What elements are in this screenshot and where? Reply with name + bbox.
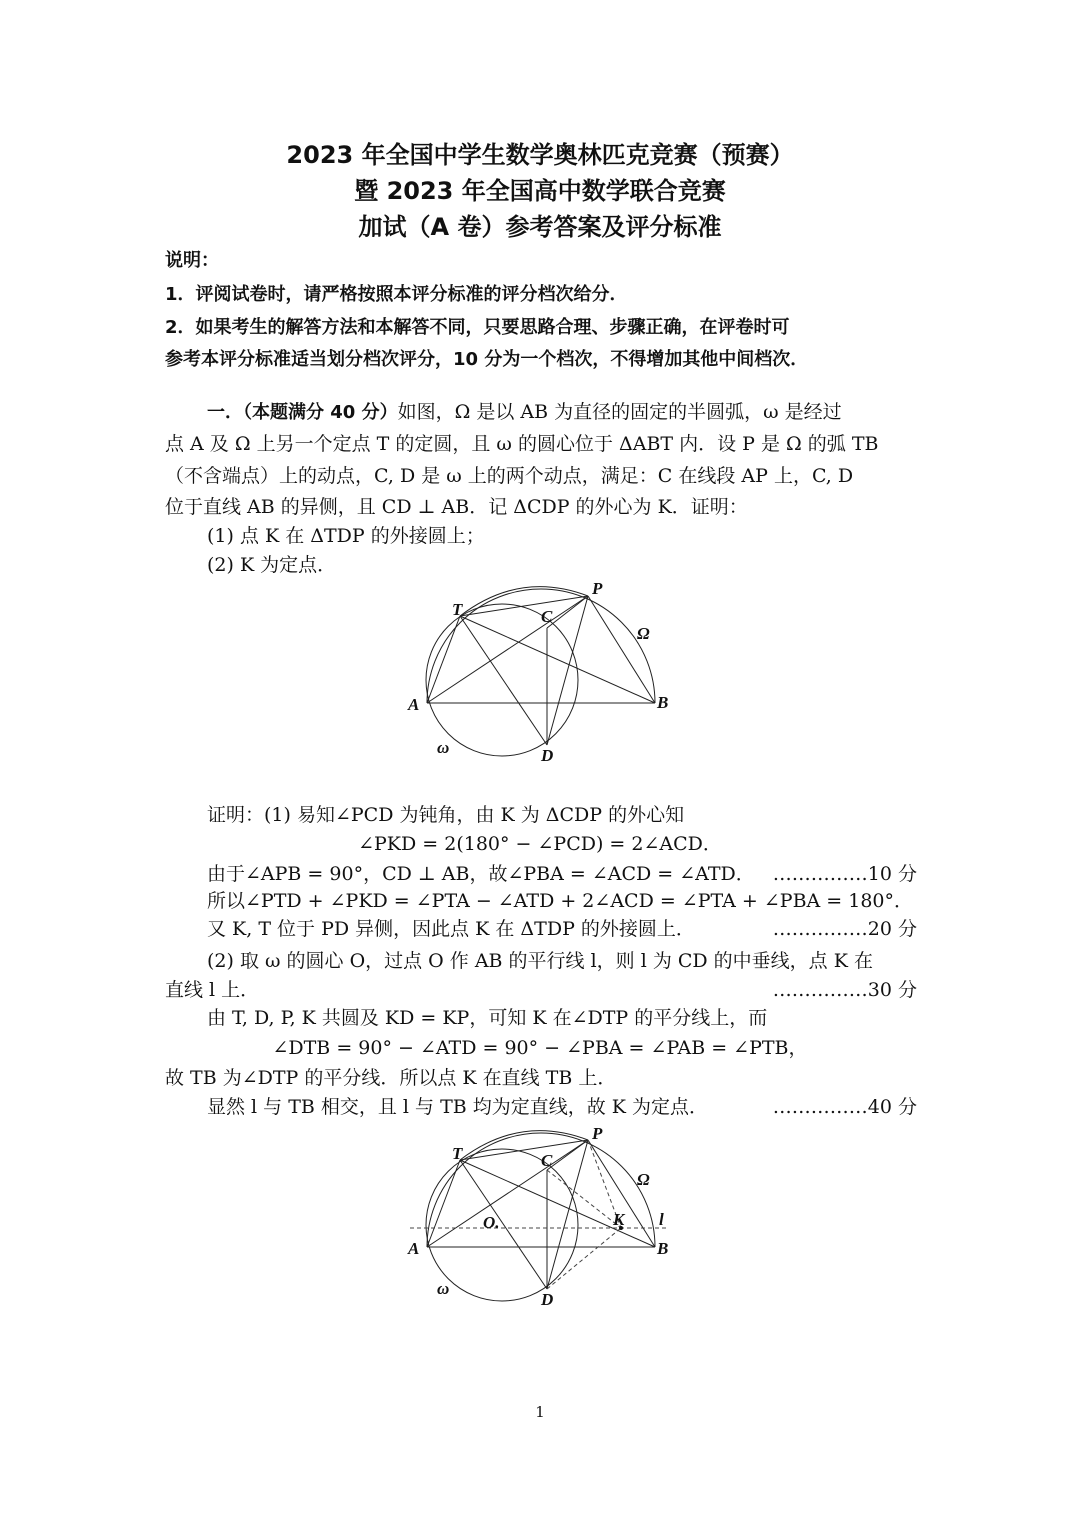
- score-30: ……………30 分: [772, 979, 917, 1001]
- label-omega: ω: [437, 738, 450, 757]
- score-20: ……………20 分: [772, 918, 917, 940]
- title-line-3: 加试（A 卷）参考答案及评分标准: [358, 213, 722, 241]
- problem-line-2: 点 A 及 Ω 上另一个定点 T 的定圆，且 ω 的圆心位于 ΔABT 内．设 P 是 Ω 的弧 TB: [165, 433, 879, 455]
- segment-CK-dashed: [547, 1170, 621, 1228]
- label-D: D: [541, 746, 554, 765]
- note-item-2-line-2: 参考本评分标准适当划分档次评分，10 分为一个档次，不得增加其他中间档次．: [165, 349, 809, 370]
- label-B: B: [657, 693, 669, 712]
- proof-line-10: 故 TB 为∠DTP 的平分线．所以点 K 在直线 TB 上．: [165, 1067, 617, 1089]
- note-item-1: 1．评阅试卷时，请严格按照本评分标准的评分档次给分．: [165, 284, 628, 305]
- problem-part-2: (2) K 为定点．: [207, 554, 337, 576]
- segment-DK-dashed: [547, 1228, 621, 1289]
- proof-line-11: 显然 l 与 TB 相交，且 l 与 TB 均为定直线，故 K 为定点．: [207, 1096, 709, 1118]
- proof-line-7: 直线 l 上．: [165, 979, 260, 1001]
- score-10: ……………10 分: [772, 863, 917, 885]
- title-line-1: 2023 年全国中学生数学奥林匹克竞赛（预赛）: [286, 141, 794, 169]
- label-Omega: Ω: [637, 624, 650, 643]
- notes-heading: 说明：: [165, 250, 219, 271]
- label-K-2: K: [613, 1210, 625, 1229]
- label-P: P: [592, 579, 603, 598]
- proof-line-1: 证明：(1) 易知∠PCD 为钝角，由 K 为 ΔCDP 的外心知: [207, 804, 685, 826]
- label-P-2: P: [592, 1124, 603, 1143]
- arc-TP-2: [460, 1131, 588, 1160]
- page-number: 1: [535, 1403, 545, 1421]
- label-B-2: B: [657, 1239, 669, 1258]
- score-40: ……………40 分: [772, 1096, 917, 1118]
- label-T-2: T: [452, 1144, 463, 1163]
- label-A: A: [408, 695, 420, 714]
- proof-line-4: 所以∠PTD + ∠PKD = ∠PTA − ∠ATD + 2∠ACD = ∠PTA + ∠PBA = 180°．: [207, 890, 914, 912]
- note-item-2-line-1: 2．如果考生的解答方法和本解答不同，只要思路合理、步骤正确，在评卷时可: [165, 317, 790, 338]
- proof-line-6: (2) 取 ω 的圆心 O，过点 O 作 AB 的平行线 l，则 l 为 CD 的中垂线，点 K 在: [207, 950, 873, 972]
- label-C-2: C: [541, 1151, 553, 1170]
- label-A-2: A: [408, 1239, 420, 1258]
- proof-line-5: 又 K, T 位于 PD 异侧，因此点 K 在 ΔTDP 的外接圆上．: [207, 918, 695, 940]
- label-D-2: D: [541, 1290, 554, 1309]
- label-omega-2: ω: [437, 1279, 450, 1298]
- proof-line-8: 由 T, D, P, K 共圆及 KD = KP，可知 K 在∠DTP 的平分线上，而: [207, 1007, 768, 1029]
- problem-line-3: （不含端点）上的动点，C, D 是 ω 上的两个动点，满足：C 在线段 AP 上，C, D: [165, 465, 854, 487]
- problem-part-1: (1) 点 K 在 ΔTDP 的外接圆上；: [207, 525, 485, 547]
- segment-TP-2: [460, 1140, 588, 1160]
- label-Omega-2: Ω: [637, 1170, 650, 1189]
- proof-line-3: 由于∠APB = 90°，CD ⊥ AB，故∠PBA = ∠ACD = ∠ATD．: [207, 863, 755, 885]
- segment-CP-2: [547, 1140, 588, 1170]
- problem-line-4: 位于直线 AB 的异侧，且 CD ⊥ AB．记 ΔCDP 的外心为 K．证明：: [165, 496, 748, 518]
- label-C: C: [541, 607, 553, 626]
- label-O-2: O.: [483, 1213, 500, 1232]
- segment-AT-2: [427, 1160, 460, 1247]
- segment-PB-2: [588, 1140, 655, 1247]
- label-l-2: l: [659, 1210, 664, 1229]
- proof-line-2: ∠PKD = 2(180° − ∠PCD) = 2∠ACD．: [358, 833, 722, 855]
- proof-line-9: ∠DTB = 90° − ∠ATD = 90° − ∠PBA = ∠PAB = ∠PTB，: [272, 1037, 808, 1059]
- title-line-2: 暨 2023 年全国高中数学联合竞赛: [354, 177, 726, 205]
- label-T: T: [452, 600, 463, 619]
- problem-heading: 一．（本题满分 40 分）: [207, 402, 398, 423]
- problem-line-1-text: 如图，Ω 是以 AB 为直径的固定的半圆弧，ω 是经过: [397, 401, 842, 423]
